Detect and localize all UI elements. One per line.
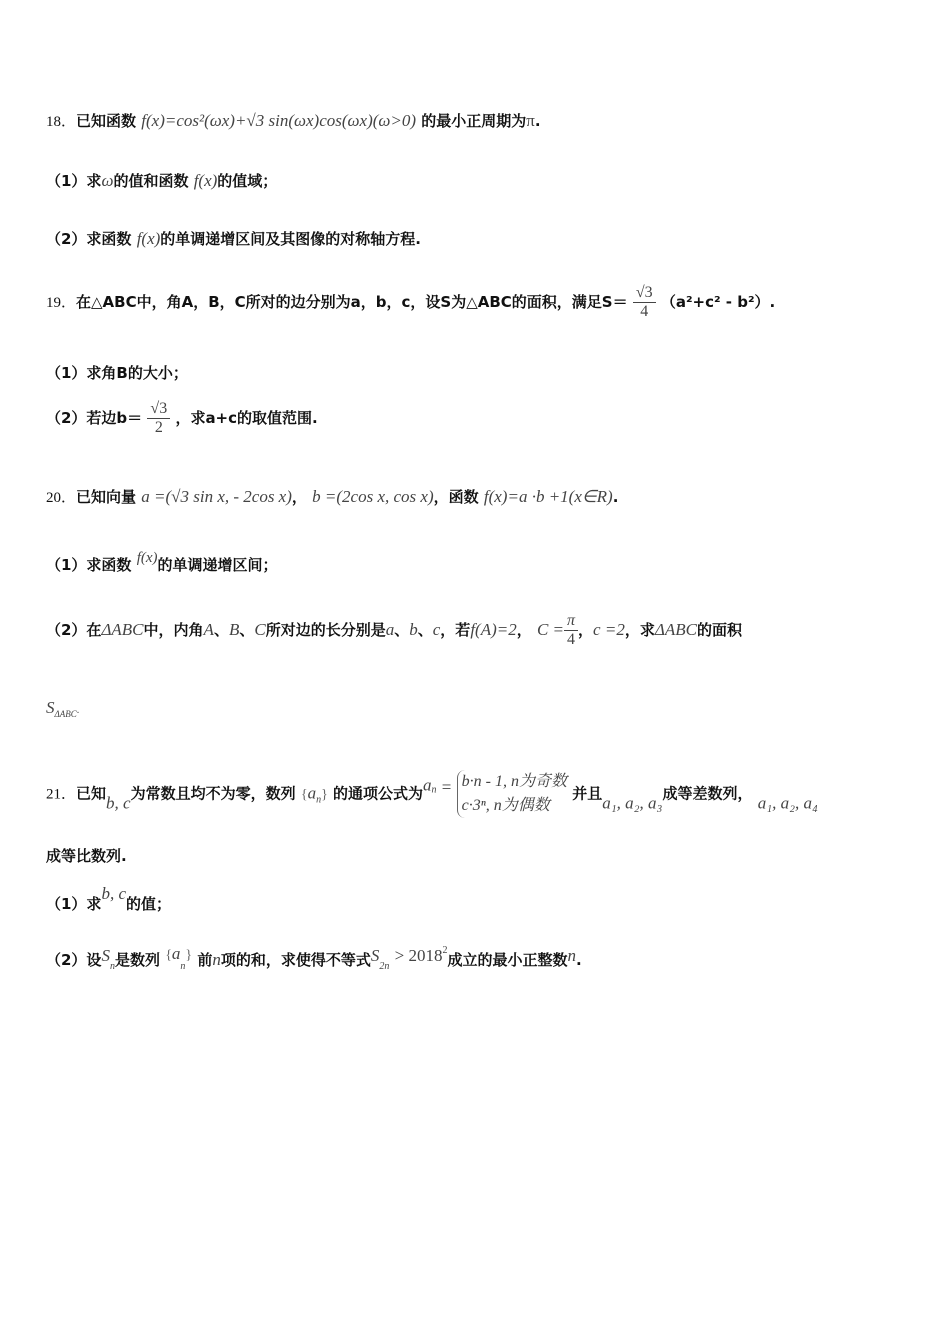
q20-p2-C-fraction — [564, 612, 578, 649]
q21-p2-c: 前 — [197, 951, 213, 969]
q20-p2-a: （2）在 — [46, 621, 102, 639]
q19-p2-label: （2）若边b＝ — [46, 409, 143, 427]
q18-stem — [46, 110, 920, 131]
q21-part2: （2）设$S_n$是数列 $\{a_n\}$ 前n项的和，求使得不等式$S_{2n} > 2018^2$成立的最小正整数n. — [46, 944, 582, 972]
q19-text: 在△ABC中，角A，B，C所对的边分别为a，b，c，设S为△ABC的面积，满足S＝ — [76, 293, 628, 311]
q18-intro: 已知函数 — [76, 112, 137, 130]
q19-p2-end: ，求a+c的取值范围. — [175, 409, 318, 427]
q20-p2-dot: . — [76, 705, 80, 716]
q20-p2-b: 中，内角 — [143, 621, 204, 639]
q20-p2-C: C — [254, 620, 266, 639]
q21-p2-an-sub: n — [180, 961, 186, 972]
q21-p1-end: 的值； — [125, 895, 171, 913]
q20-p2-d: ，若 — [440, 621, 471, 639]
q18-number: 18． — [46, 114, 77, 130]
q20-vector-b: b =(2cos x, cos x) — [312, 487, 434, 506]
q20-p2-e: ，求 — [624, 621, 655, 639]
q21-p2-ineq-sub: 2n — [379, 961, 390, 972]
q18-p1-omega: ω — [101, 171, 114, 190]
q19-tail: （a²+c² - b²）. — [660, 293, 776, 311]
q20-intro: 已知向量 — [76, 488, 137, 506]
q21-part1 — [46, 884, 920, 914]
q21-number: 21． — [46, 786, 77, 803]
q20-p2-C-num: π — [564, 612, 578, 631]
q21-piecewise — [457, 770, 567, 818]
q21-p2-d: 项的和，求使得不等式 — [220, 951, 371, 969]
q21-case1: b·n - 1, n为奇数 — [461, 773, 567, 790]
q20-p2-c-value: c =2 — [593, 620, 625, 639]
q21-p2-b: 是数列 — [114, 951, 160, 969]
q21-t2: 的通项公式为 — [333, 784, 424, 803]
q19-frac-num: √3 — [633, 284, 656, 303]
q21-p1-bc: b, c — [101, 884, 126, 903]
q21-p2-S-sub: n — [109, 961, 115, 972]
q21-p2-S: S — [101, 946, 110, 965]
q19-fraction — [633, 284, 656, 321]
q19-stem — [46, 284, 920, 321]
q20-p2-C-label: C = — [536, 620, 565, 639]
q20-p2-f: 的面积 — [696, 621, 742, 639]
q20-function: f(x)=a ·b +1(x∈R) — [483, 487, 613, 506]
q19-number: 19． — [46, 295, 77, 311]
q21-p2-ineq-S: S — [370, 946, 380, 965]
q20-p2-C-den: 4 — [567, 631, 576, 648]
q21-eq: = — [441, 777, 452, 797]
q20-p2-tri2: ΔABC — [654, 620, 697, 639]
q18-part2 — [46, 228, 920, 249]
q21-case2: c·3ⁿ, n为偶数 — [461, 797, 550, 814]
q18-part1 — [46, 170, 920, 191]
q20-vector-a: a =(√3 sin x, - 2cos x) — [141, 487, 292, 506]
q21-p2-an: a — [171, 944, 181, 963]
q21-an-sub: n — [316, 794, 322, 806]
q20-p2-side-b: b — [409, 620, 418, 639]
q21-an2: a — [423, 775, 432, 795]
q18-p1-f: f(x) — [193, 171, 218, 190]
q21-t4: 成等差数列， — [662, 784, 753, 803]
q20-stem — [46, 486, 920, 507]
q21-seq1: a₁, a₂, a₃ — [602, 793, 663, 813]
q20-p2-B: B — [228, 620, 240, 639]
q19-part2 — [46, 400, 920, 437]
q20-p2-side-a: a — [385, 620, 395, 639]
q21-an: a — [307, 783, 317, 803]
q18-end: . — [534, 112, 541, 130]
q21-stem-cont: 成等比数列. — [46, 847, 127, 865]
q18-tail: 的最小正周期为 — [421, 112, 527, 130]
q21-bc: b, c — [106, 793, 131, 813]
q21-p2-end: . — [576, 951, 582, 969]
q21-p2-a: （2）设 — [46, 951, 102, 969]
q19-p2-frac-num: √3 — [147, 400, 170, 419]
q20-p2-S: S — [46, 698, 55, 717]
q20-part1 — [46, 550, 920, 575]
q19-p2-fraction — [147, 400, 170, 437]
q21-p2-n2: n — [567, 946, 577, 965]
q20-p2-A: A — [203, 620, 214, 639]
q20-p1-label: （1）求函数 — [46, 556, 132, 574]
q21-t1: 为常数且均不为零，数列 — [130, 784, 296, 803]
q20-p2-tri: ΔABC — [101, 620, 144, 639]
q19-p2-frac-den: 2 — [154, 419, 163, 436]
q20-end: . — [612, 488, 619, 506]
q20-p2-c: 所对边的长分别是 — [265, 621, 386, 639]
q18-p1-mid: 的值和函数 — [113, 172, 189, 190]
q20-p2-side-c: c — [432, 620, 441, 639]
q18-pi: π — [526, 111, 535, 130]
q18-p1-end: 的值域； — [217, 172, 278, 190]
q20-mid: ，函数 — [433, 488, 479, 506]
q21-an2-sub: n — [431, 784, 437, 796]
q20-p2-S-sub: ΔABC — [54, 709, 77, 719]
q21-seq2: a₁, a₂, a₄ — [757, 793, 818, 813]
q21-p2-ineq-sup: 2 — [442, 945, 448, 956]
q21-intro: 已知 — [76, 784, 107, 803]
q21-stem: 21．已知b, c为常数且均不为零，数列 $\{a_n\}$ 的通项公式为$a^n$ = b·n - 1, n为奇数 c·3ⁿ, n为偶数 并且a₁, a₂, a₃成等差数列， a₁, a₂, a₄ — [46, 770, 920, 818]
q20-number: 20． — [46, 490, 77, 506]
q18-p1-label: （1）求 — [46, 172, 102, 190]
q19-part1: （1）求角B的大小； — [46, 364, 188, 382]
q20-p2-fA: f(A)=2 — [470, 620, 517, 639]
q20-p1-f: f(x) — [136, 550, 158, 566]
q18-p2-f: f(x) — [136, 229, 161, 248]
q21-p2-n: n — [212, 950, 221, 969]
q19-frac-den: 4 — [640, 303, 649, 320]
q21-t3: 并且 — [572, 784, 603, 803]
q21-p2-ineq: > 2018 — [394, 946, 443, 965]
q20-part2: （2）在ΔABC中，内角A、B、C所对边的长分别是a、b、c，若f(A)=2， C = $\frac{\pi}{4}$ ，c =2，求ΔABC的面积 — [46, 612, 742, 648]
q20-area-symbol — [46, 698, 920, 719]
q20-p1-end: 的单调递增区间； — [157, 556, 278, 574]
q21-p2-e: 成立的最小正整数 — [447, 951, 568, 969]
q20-sep: ， — [291, 488, 307, 506]
q18-function: f(x)=cos²(ωx)+√3 sin(ωx)cos(ωx)(ω>0) — [141, 111, 417, 130]
q18-p2-end: 的单调递增区间及其图像的对称轴方程. — [160, 230, 421, 248]
q21-p1-label: （1）求 — [46, 895, 102, 913]
q18-p2-label: （2）求函数 — [46, 230, 132, 248]
